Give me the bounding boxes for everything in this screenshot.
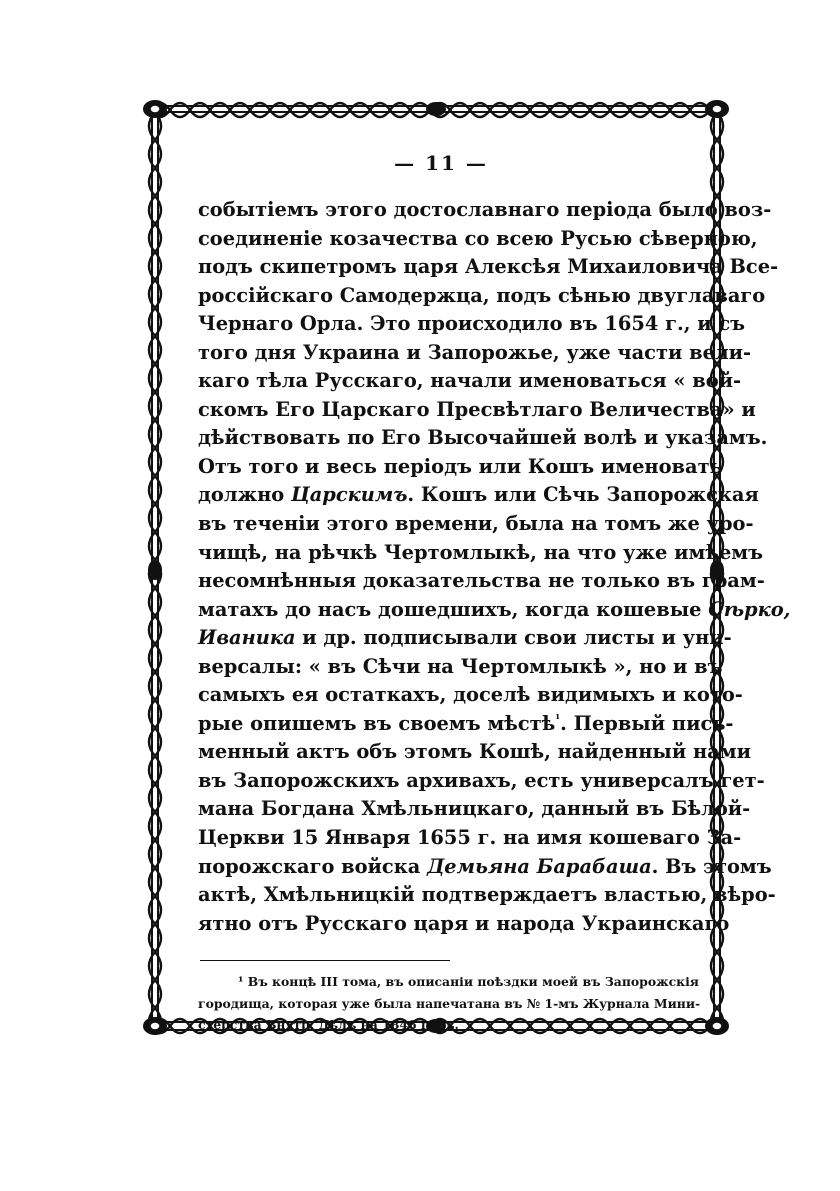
text-segment: россійскаго Самодержца, подъ сѣнью двуглаваго <box>198 283 766 307</box>
text-segment: актѣ, Хмѣльницкій подтверждаетъ властью, вѣро- <box>198 883 776 907</box>
text-segment: въ Запорожскихъ архивахъ, есть универсалъ гет- <box>198 768 765 792</box>
footnote-ref: ¹ <box>555 712 561 726</box>
text-segment: чищѣ, на рѣчкѣ Чертомлыкѣ, на что уже имѣемъ <box>198 540 764 564</box>
text-segment: Сѣрко, <box>708 597 791 621</box>
text-line <box>198 681 743 710</box>
text-segment: Царскимъ <box>291 483 408 507</box>
text-segment: . Первый пись- <box>560 711 734 735</box>
text-segment: менный актъ объ этомъ Кошѣ, найденный нами <box>198 740 751 764</box>
text-line <box>198 910 730 939</box>
text-segment: того дня Украина и Запорожье, уже части вели- <box>198 340 752 364</box>
footnote-line: стерства Внутр. Дѣлъ на 1846 годъ. <box>198 1017 459 1033</box>
text-line <box>198 624 732 653</box>
text-segment: должно <box>198 483 291 507</box>
text-segment: рые опишемъ въ своемъ мѣстѣ <box>198 711 556 735</box>
text-segment: . Кошъ или Сѣчь Запорожская <box>407 483 759 507</box>
text-segment: соединеніе козачества со всею Русью сѣверною, <box>198 226 758 250</box>
text-line <box>198 481 759 510</box>
text-segment: самыхъ ея остаткахъ, доселѣ видимыхъ и кото- <box>198 683 743 707</box>
page-number: — 11 — <box>394 151 488 175</box>
text-segment: Демьяна Барабаша <box>427 854 652 878</box>
text-line <box>198 424 768 453</box>
text-line <box>198 653 723 682</box>
text-line <box>198 367 742 396</box>
text-segment: Иваника <box>198 626 296 650</box>
text-segment: мана Богдана Хмѣльницкаго, данный въ Бѣлой- <box>198 797 751 821</box>
text-segment: въ теченіи этого времени, была на томъ же уро- <box>198 512 754 536</box>
text-line <box>198 567 765 596</box>
footnote-line: городища, которая уже была напечатана въ № 1-мъ Журнала Мини- <box>198 995 701 1011</box>
text-segment: каго тѣла Русскаго, начали именоваться « вой- <box>198 369 742 393</box>
text-segment: порожскаго войска <box>198 854 428 878</box>
text-line <box>198 196 772 225</box>
text-segment: Отъ того и весь періодъ или Кошъ именовать <box>198 454 723 478</box>
text-line <box>198 596 791 625</box>
text-line <box>198 710 734 739</box>
text-line <box>198 795 751 824</box>
text-segment: дѣйствовать по Его Высочайшей волѣ и указамъ. <box>198 426 768 450</box>
text-segment: подъ скипетромъ царя Алексѣя Михаиловича Все- <box>198 255 779 279</box>
text-line <box>198 310 746 339</box>
text-line <box>198 767 765 796</box>
footnote-line: ¹ Въ концѣ III тома, въ описаніи поѣздки моей въ Запорожскія <box>238 974 699 990</box>
text-segment: несомнѣнныя доказательства не только въ грам- <box>198 569 765 593</box>
text-line <box>198 510 754 539</box>
body-paragraph <box>198 196 791 938</box>
text-segment: версалы: « въ Сѣчи на Чертомлыкѣ », но и въ <box>198 654 723 678</box>
text-line <box>198 853 772 882</box>
text-line <box>198 824 742 853</box>
text-segment: скомъ Его Царскаго Пресвѣтлаго Величества» и <box>198 397 756 421</box>
text-line <box>198 396 756 425</box>
text-segment: событіемъ этого достославнаго періода было воз- <box>198 198 772 221</box>
text-segment: ятно отъ Русскаго царя и народа Украинскаго <box>198 911 730 935</box>
text-block <box>198 148 791 1036</box>
text-line <box>198 253 779 282</box>
text-line <box>198 738 751 767</box>
footnote-divider <box>200 960 450 961</box>
text-segment: Церкви 15 Января 1655 г. на имя кошеваго За- <box>198 826 742 850</box>
text-line <box>198 339 752 368</box>
footnote <box>198 971 701 1036</box>
text-line <box>198 453 723 482</box>
text-segment: . Въ этомъ <box>651 854 772 878</box>
text-line <box>198 881 776 910</box>
text-line <box>198 282 766 311</box>
text-line <box>198 539 764 568</box>
text-segment: Чернаго Орла. Это происходило въ 1654 г., и съ <box>198 312 746 336</box>
text-segment: матахъ до насъ дошедшихъ, когда кошевые <box>198 597 709 621</box>
text-line <box>198 225 758 254</box>
text-segment: и др. подписывали свои листы и уни- <box>295 626 732 650</box>
